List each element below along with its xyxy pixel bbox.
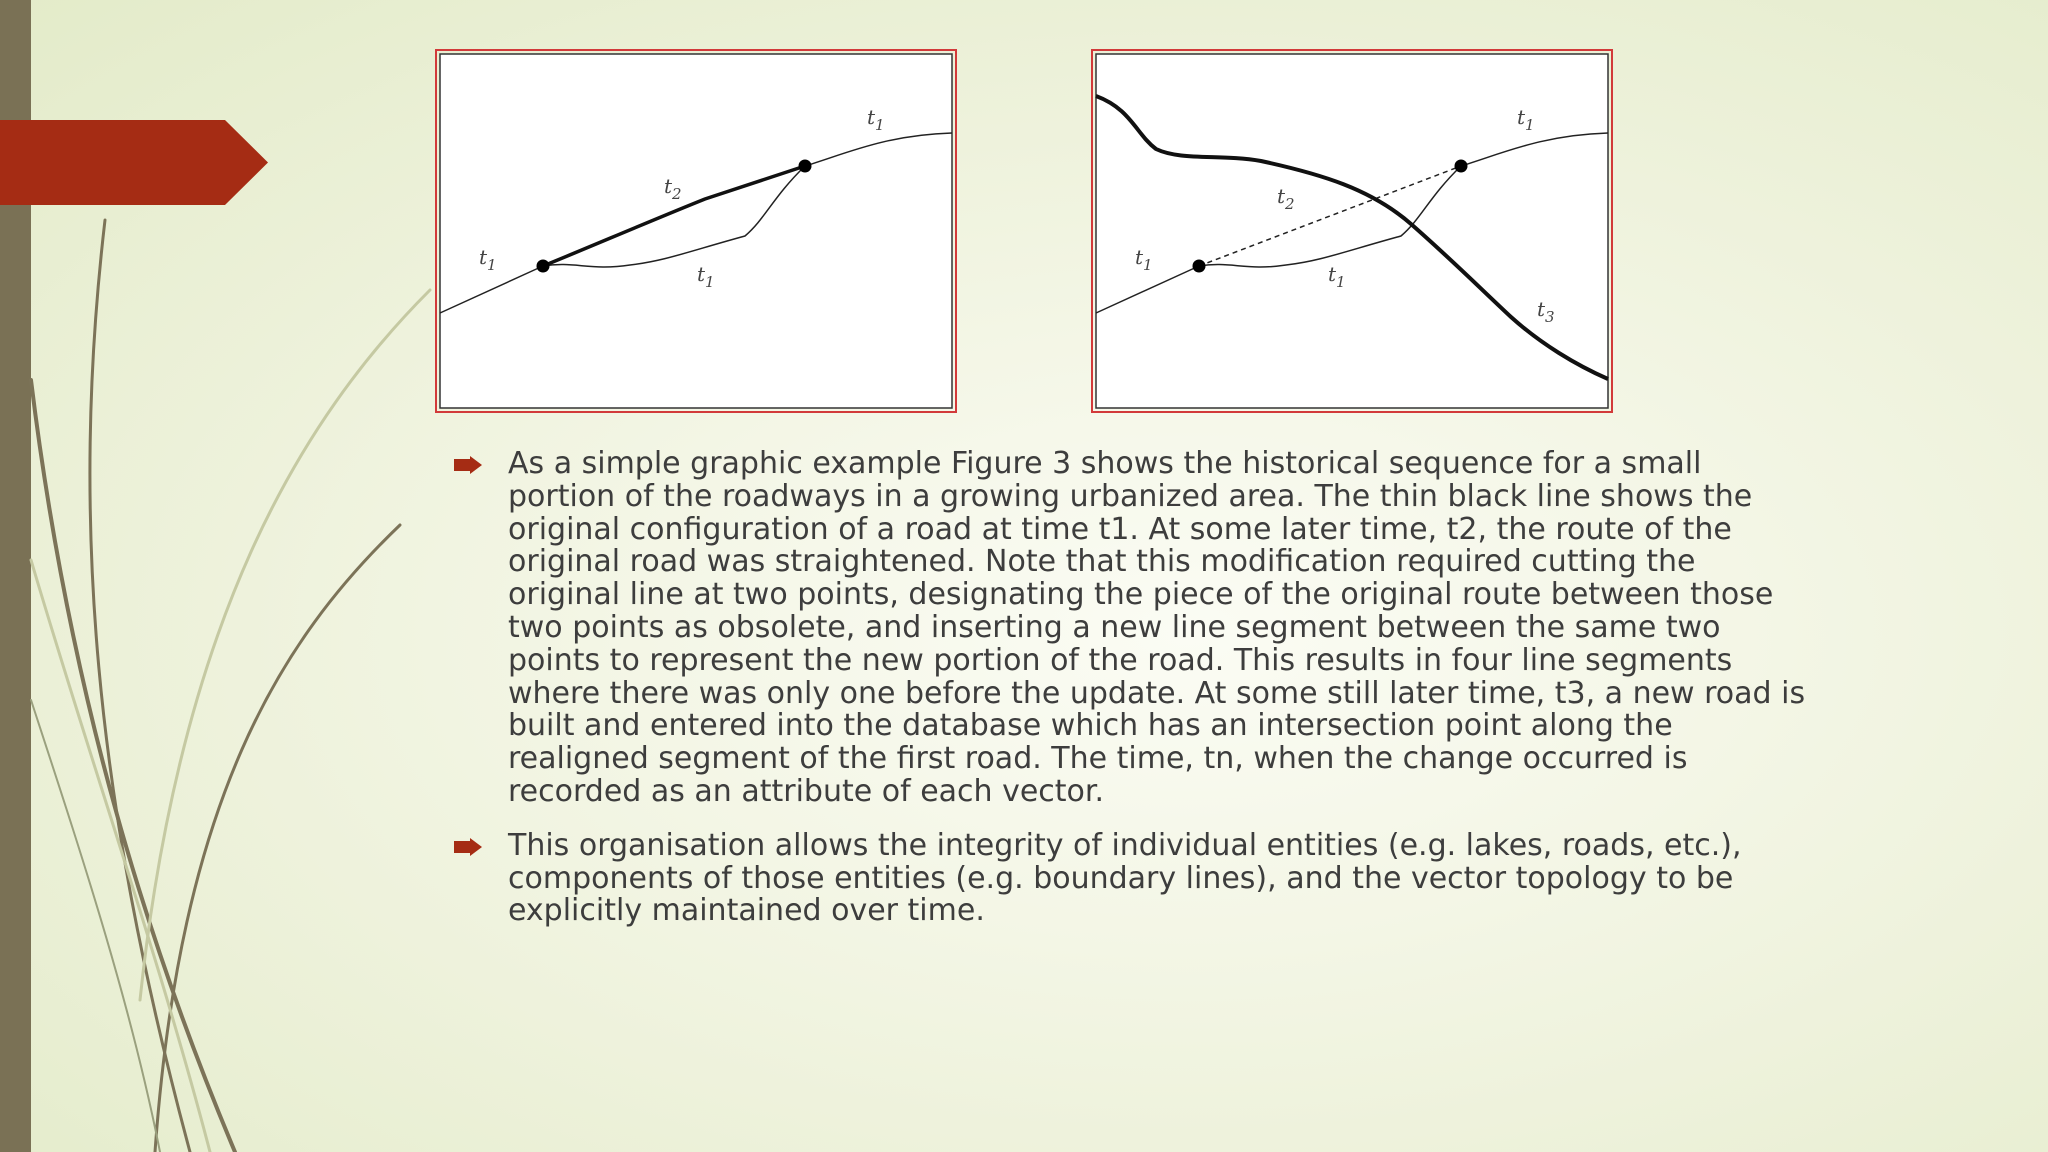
bullet-item xyxy=(450,448,1810,809)
figure-road-straightening xyxy=(435,49,957,413)
road-diagram-t3 xyxy=(1091,49,1613,413)
bullet-item xyxy=(450,827,1810,929)
red-arrow-banner xyxy=(0,120,268,205)
road-diagram-t2 xyxy=(435,49,957,413)
figure-new-road-intersection xyxy=(1091,49,1613,413)
arrow-bullet-icon xyxy=(454,838,482,856)
label-t3: $t_3$ xyxy=(1537,297,1555,326)
cut-point-east xyxy=(799,160,812,173)
node-east xyxy=(1455,160,1468,173)
cut-point-west xyxy=(537,260,550,273)
bullet-text: This organisation allows the integrity of individual entities (e.g. lakes, roads, etc.), components of those entities (e.g. boundary lines), and the vector topology to be explicitly maintained over time. xyxy=(508,827,1742,929)
label-t1-right: $t_1$ xyxy=(867,105,885,134)
label-t1-mid: $t_1$ xyxy=(1328,262,1346,291)
label-t1-left: $t_1$ xyxy=(1135,245,1153,274)
bullet-text: As a simple graphic example Figure 3 shows the historical sequence for a small portion of the roadways in a growing urbanized area. The thin black line shows the original configuration of a road at time t1. At some later time, t2, the route of the original road was straightened. Note that this modification required cutting the original line at two points, designating the piece of the original route between those two points as obsolete, and inserting a new line segment between the same two points to represent the new portion of the road. This results in four line segments where there was only one before the update. At some still later time, t3, a new road is built and entered into the database which has an intersection point along the realigned segment of the first road. The time, tn, when the change occurred is recorded as an attribute of each vector. xyxy=(508,446,1806,809)
label-t2: $t_2$ xyxy=(664,174,682,203)
label-t2: $t_2$ xyxy=(1277,184,1295,213)
label-t1-right: $t_1$ xyxy=(1517,105,1535,134)
label-t1-mid: $t_1$ xyxy=(697,262,715,291)
arrow-bullet-icon xyxy=(454,456,482,474)
label-t1-left: $t_1$ xyxy=(479,245,497,274)
node-west xyxy=(1193,260,1206,273)
slide-body xyxy=(450,448,1810,949)
